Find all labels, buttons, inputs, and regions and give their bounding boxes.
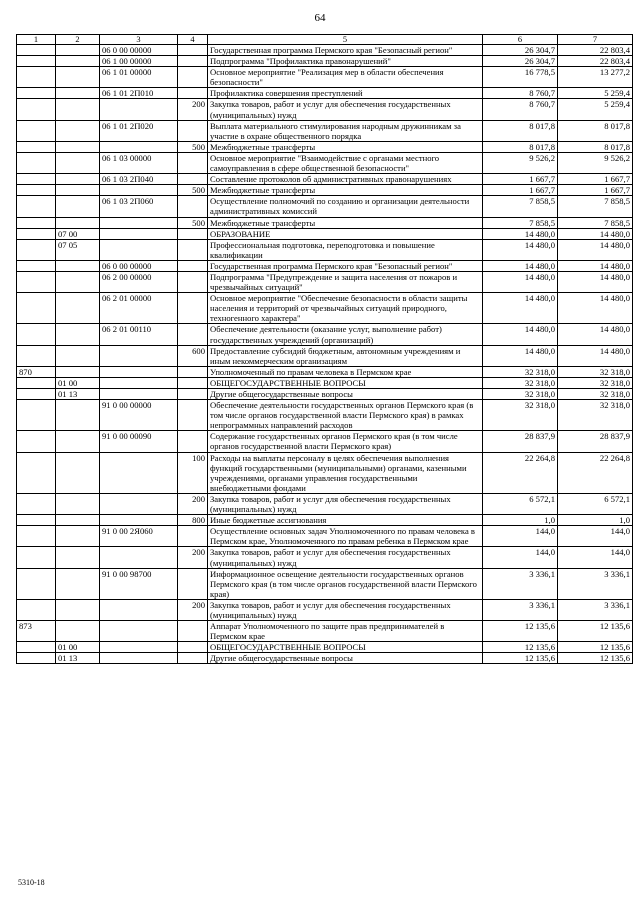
table-row [17,515,633,526]
expense-type-cell [178,389,208,400]
table-row [17,88,633,99]
expense-type-cell: 200 [178,99,208,120]
target-article-cell: 06 2 01 00110 [100,324,178,345]
description-cell: Другие общегосударственные вопросы [208,389,483,400]
table-row [17,642,633,653]
description-cell: ОБРАЗОВАНИЕ [208,228,483,239]
target-article-cell: 06 2 01 00000 [100,293,178,324]
section-code-cell [56,67,100,88]
budget-code-cell [17,653,56,664]
description-cell: Закупка товаров, работ и услуг для обеспечения государственных (муниципальных) нужд [208,493,483,514]
description-cell: Информационное освещение деятельности государственных органов Пермского края (в том числе органов государственной власти Пермского края) [208,568,483,599]
expense-type-cell [178,400,208,431]
description-cell: Уполномоченный по правам человека в Пермском крае [208,366,483,377]
amount-col7-cell: 6 572,1 [558,493,633,514]
expense-type-cell [178,324,208,345]
description-cell: Основное мероприятие "Обеспечение безопасности в области защиты населения и территорий от чрезвычайных ситуаций природного, техногенного характера" [208,293,483,324]
target-article-cell [100,547,178,568]
amount-col7-cell: 14 480,0 [558,324,633,345]
table-row [17,67,633,88]
table-row [17,56,633,67]
budget-code-cell: 870 [17,366,56,377]
expense-type-cell [178,228,208,239]
table-row [17,431,633,452]
section-code-cell [56,174,100,185]
target-article-cell [100,377,178,388]
budget-code-cell [17,152,56,173]
header-cell: 4 [178,35,208,45]
amount-col7-cell: 12 135,6 [558,621,633,642]
table-row [17,174,633,185]
budget-code-cell [17,493,56,514]
target-article-cell [100,217,178,228]
expense-type-cell: 200 [178,493,208,514]
section-code-cell: 07 00 [56,228,100,239]
expense-type-cell [178,642,208,653]
budget-code-cell [17,345,56,366]
description-cell: Осуществление основных задач Уполномоченного по правам человека в Пермском крае, Уполномоченного по правам ребенка в Пермском крае [208,526,483,547]
amount-col6-cell: 7 858,5 [483,217,558,228]
budget-code-cell [17,642,56,653]
table-row [17,400,633,431]
budget-code-cell [17,174,56,185]
expense-type-cell: 500 [178,185,208,196]
amount-col7-cell: 9 526,2 [558,152,633,173]
section-code-cell [56,452,100,493]
section-code-cell [56,621,100,642]
table-row [17,377,633,388]
expense-type-cell [178,653,208,664]
table-row [17,526,633,547]
amount-col6-cell: 22 264,8 [483,452,558,493]
expense-type-cell: 500 [178,141,208,152]
budget-code-cell [17,324,56,345]
target-article-cell [100,653,178,664]
description-cell: Межбюджетные трансферты [208,217,483,228]
target-article-cell: 91 0 00 98700 [100,568,178,599]
amount-col7-cell: 1 667,7 [558,185,633,196]
table-row [17,260,633,271]
expense-type-cell [178,431,208,452]
expense-type-cell [178,56,208,67]
budget-code-cell [17,260,56,271]
budget-code-cell [17,599,56,620]
amount-col6-cell: 26 304,7 [483,56,558,67]
budget-code-cell [17,377,56,388]
amount-col6-cell: 1,0 [483,515,558,526]
section-code-cell: 07 05 [56,239,100,260]
section-code-cell: 01 13 [56,389,100,400]
table-row [17,345,633,366]
amount-col6-cell: 3 336,1 [483,599,558,620]
budget-code-cell [17,196,56,217]
description-cell: Другие общегосударственные вопросы [208,653,483,664]
amount-col7-cell: 12 135,6 [558,653,633,664]
amount-col7-cell: 8 017,8 [558,120,633,141]
amount-col6-cell: 144,0 [483,547,558,568]
amount-col6-cell: 14 480,0 [483,345,558,366]
header-cell: 6 [483,35,558,45]
amount-col6-cell: 8 760,7 [483,88,558,99]
section-code-cell [56,400,100,431]
expense-type-cell [178,366,208,377]
header-cell: 1 [17,35,56,45]
expense-type-cell [178,67,208,88]
section-code-cell [56,366,100,377]
expense-type-cell: 200 [178,547,208,568]
table-row [17,152,633,173]
expense-type-cell [178,196,208,217]
description-cell: Аппарат Уполномоченного по защите прав предпринимателей в Пермском крае [208,621,483,642]
section-code-cell [56,185,100,196]
table-row [17,568,633,599]
section-code-cell [56,345,100,366]
header-cell: 3 [100,35,178,45]
table-body [17,35,633,664]
target-article-cell: 06 1 01 2П010 [100,88,178,99]
amount-col6-cell: 14 480,0 [483,228,558,239]
section-code-cell [56,196,100,217]
budget-code-cell [17,526,56,547]
amount-col7-cell: 14 480,0 [558,228,633,239]
budget-code-cell: 873 [17,621,56,642]
budget-code-cell [17,217,56,228]
description-cell: Выплата материального стимулирования народным дружинникам за участие в охране общественного порядка [208,120,483,141]
target-article-cell: 06 1 03 00000 [100,152,178,173]
amount-col7-cell: 3 336,1 [558,599,633,620]
budget-code-cell [17,99,56,120]
table-row [17,293,633,324]
target-article-cell [100,599,178,620]
expense-type-cell [178,120,208,141]
target-article-cell [100,345,178,366]
budget-code-cell [17,228,56,239]
description-cell: Основное мероприятие "Взаимодействие с органами местного самоуправления в сфере общественной безопасности" [208,152,483,173]
amount-col6-cell: 8 760,7 [483,99,558,120]
section-code-cell [56,152,100,173]
amount-col7-cell: 14 480,0 [558,239,633,260]
target-article-cell: 06 1 00 00000 [100,56,178,67]
description-cell: Подпрограмма "Профилактика правонарушений" [208,56,483,67]
description-cell: Предоставление субсидий бюджетным, автономным учреждениям и иным некоммерческим организациям [208,345,483,366]
section-code-cell [56,260,100,271]
amount-col7-cell: 5 259,4 [558,88,633,99]
budget-code-cell [17,431,56,452]
expense-type-cell: 500 [178,217,208,228]
amount-col7-cell: 12 135,6 [558,642,633,653]
target-article-cell: 91 0 00 00090 [100,431,178,452]
amount-col6-cell: 28 837,9 [483,431,558,452]
amount-col7-cell: 28 837,9 [558,431,633,452]
amount-col6-cell: 8 017,8 [483,120,558,141]
target-article-cell: 06 0 00 00000 [100,260,178,271]
table-row [17,547,633,568]
amount-col6-cell: 6 572,1 [483,493,558,514]
amount-col7-cell: 144,0 [558,547,633,568]
section-code-cell [56,515,100,526]
amount-col7-cell: 5 259,4 [558,99,633,120]
table-row [17,228,633,239]
expense-type-cell [178,45,208,56]
expense-type-cell [178,239,208,260]
table-row [17,493,633,514]
section-code-cell [56,493,100,514]
target-article-cell [100,185,178,196]
target-article-cell: 06 1 01 2П020 [100,120,178,141]
table-row [17,653,633,664]
section-code-cell [56,293,100,324]
section-code-cell: 01 00 [56,377,100,388]
amount-col7-cell: 32 318,0 [558,366,633,377]
amount-col6-cell: 9 526,2 [483,152,558,173]
table-row [17,141,633,152]
page-number: 64 [314,12,326,24]
table-row [17,185,633,196]
section-code-cell [56,88,100,99]
amount-col7-cell: 22 803,4 [558,45,633,56]
amount-col6-cell: 26 304,7 [483,45,558,56]
table-row [17,196,633,217]
expense-type-cell [178,271,208,292]
amount-col7-cell: 22 803,4 [558,56,633,67]
amount-col7-cell: 7 858,5 [558,196,633,217]
amount-col7-cell: 14 480,0 [558,260,633,271]
table-row [17,99,633,120]
amount-col7-cell: 13 277,2 [558,67,633,88]
description-cell: Иные бюджетные ассигнования [208,515,483,526]
header-cell: 2 [56,35,100,45]
section-code-cell [56,56,100,67]
description-cell: Подпрограмма "Предупреждение и защита населения от пожаров и чрезвычайных ситуаций" [208,271,483,292]
amount-col7-cell: 1,0 [558,515,633,526]
table-row [17,366,633,377]
budget-code-cell [17,400,56,431]
description-cell: Закупка товаров, работ и услуг для обеспечения государственных (муниципальных) нужд [208,99,483,120]
section-code-cell: 01 00 [56,642,100,653]
description-cell: Осуществление полномочий по созданию и организации деятельности административных комиссий [208,196,483,217]
description-cell: Закупка товаров, работ и услуг для обеспечения государственных (муниципальных) нужд [208,599,483,620]
amount-col6-cell: 144,0 [483,526,558,547]
target-article-cell [100,493,178,514]
table-row [17,452,633,493]
description-cell: Расходы на выплаты персоналу в целях обеспечения выполнения функций государственными (муниципальными) органами, казенными учреждениями, органами управления государственными внебюджетными фондами [208,452,483,493]
target-article-cell: 06 1 03 2П060 [100,196,178,217]
expense-type-cell: 100 [178,452,208,493]
section-code-cell [56,45,100,56]
table-row [17,271,633,292]
section-code-cell [56,99,100,120]
expense-type-cell [178,174,208,185]
amount-col7-cell: 14 480,0 [558,271,633,292]
table-row [17,45,633,56]
budget-code-cell [17,568,56,599]
section-code-cell [56,217,100,228]
amount-col6-cell: 32 318,0 [483,377,558,388]
target-article-cell [100,141,178,152]
section-code-cell [56,431,100,452]
amount-col6-cell: 16 778,5 [483,67,558,88]
amount-col6-cell: 7 858,5 [483,196,558,217]
target-article-cell: 91 0 00 00000 [100,400,178,431]
target-article-cell [100,515,178,526]
expense-type-cell [178,88,208,99]
table-row [17,239,633,260]
amount-col6-cell: 14 480,0 [483,271,558,292]
budget-code-cell [17,185,56,196]
description-cell: Государственная программа Пермского края "Безопасный регион" [208,260,483,271]
description-cell: Обеспечение деятельности государственных органов Пермского края (в том числе органов государственной власти Пермского края) в рамках непрограммных направлений расходов [208,400,483,431]
description-cell: Обеспечение деятельности (оказание услуг, выполнение работ) государственных учреждений (организаций) [208,324,483,345]
description-cell: Составление протоколов об административных правонарушениях [208,174,483,185]
budget-code-cell [17,515,56,526]
section-code-cell [56,141,100,152]
amount-col6-cell: 12 135,6 [483,653,558,664]
table-row [17,389,633,400]
amount-col6-cell: 8 017,8 [483,141,558,152]
section-code-cell [56,599,100,620]
section-code-cell [56,271,100,292]
target-article-cell: 06 1 01 00000 [100,67,178,88]
description-cell: Профессиональная подготовка, переподготовка и повышение квалификации [208,239,483,260]
table-row [17,621,633,642]
budget-code-cell [17,389,56,400]
target-article-cell [100,99,178,120]
amount-col7-cell: 3 336,1 [558,568,633,599]
amount-col6-cell: 12 135,6 [483,642,558,653]
table-row [17,324,633,345]
amount-col6-cell: 32 318,0 [483,366,558,377]
target-article-cell: 06 0 00 00000 [100,45,178,56]
header-cell: 5 [208,35,483,45]
amount-col7-cell: 14 480,0 [558,345,633,366]
amount-col6-cell: 14 480,0 [483,260,558,271]
table-row [17,120,633,141]
budget-code-cell [17,45,56,56]
amount-col6-cell: 3 336,1 [483,568,558,599]
description-cell: Содержание государственных органов Пермского края (в том числе органов государственной власти Пермского края) [208,431,483,452]
amount-col6-cell: 32 318,0 [483,389,558,400]
table-row [17,217,633,228]
section-code-cell [56,324,100,345]
section-code-cell [56,120,100,141]
amount-col6-cell: 14 480,0 [483,239,558,260]
target-article-cell: 06 1 03 2П040 [100,174,178,185]
budget-code-cell [17,88,56,99]
amount-col7-cell: 8 017,8 [558,141,633,152]
amount-col7-cell: 22 264,8 [558,452,633,493]
target-article-cell [100,228,178,239]
expense-type-cell [178,152,208,173]
budget-code-cell [17,271,56,292]
description-cell: Межбюджетные трансферты [208,185,483,196]
target-article-cell [100,452,178,493]
amount-col7-cell: 144,0 [558,526,633,547]
amount-col6-cell: 14 480,0 [483,324,558,345]
expense-type-cell [178,377,208,388]
target-article-cell [100,239,178,260]
budget-code-cell [17,141,56,152]
expense-type-cell: 200 [178,599,208,620]
budget-code-cell [17,67,56,88]
section-code-cell [56,526,100,547]
amount-col7-cell: 32 318,0 [558,400,633,431]
target-article-cell [100,389,178,400]
section-code-cell: 01 13 [56,653,100,664]
description-cell: Межбюджетные трансферты [208,141,483,152]
description-cell: ОБЩЕГОСУДАРСТВЕННЫЕ ВОПРОСЫ [208,642,483,653]
amount-col6-cell: 14 480,0 [483,293,558,324]
expense-type-cell: 600 [178,345,208,366]
amount-col7-cell: 7 858,5 [558,217,633,228]
table-row [17,599,633,620]
budget-code-cell [17,452,56,493]
expense-type-cell [178,526,208,547]
target-article-cell [100,642,178,653]
amount-col7-cell: 32 318,0 [558,389,633,400]
budget-table [16,34,633,664]
section-code-cell [56,568,100,599]
amount-col7-cell: 1 667,7 [558,174,633,185]
target-article-cell [100,621,178,642]
budget-code-cell [17,120,56,141]
amount-col6-cell: 1 667,7 [483,174,558,185]
expense-type-cell [178,293,208,324]
target-article-cell: 91 0 00 2Я060 [100,526,178,547]
description-cell: ОБЩЕГОСУДАРСТВЕННЫЕ ВОПРОСЫ [208,377,483,388]
expense-type-cell: 800 [178,515,208,526]
description-cell: Закупка товаров, работ и услуг для обеспечения государственных (муниципальных) нужд [208,547,483,568]
expense-type-cell [178,568,208,599]
target-article-cell: 06 2 00 00000 [100,271,178,292]
budget-code-cell [17,56,56,67]
amount-col7-cell: 14 480,0 [558,293,633,324]
header-cell: 7 [558,35,633,45]
section-code-cell [56,547,100,568]
amount-col6-cell: 12 135,6 [483,621,558,642]
target-article-cell [100,366,178,377]
expense-type-cell [178,260,208,271]
amount-col7-cell: 32 318,0 [558,377,633,388]
description-cell: Профилактика совершения преступлений [208,88,483,99]
amount-col6-cell: 1 667,7 [483,185,558,196]
footer-code: 5310-18 [18,878,45,887]
description-cell: Государственная программа Пермского края "Безопасный регион" [208,45,483,56]
budget-code-cell [17,293,56,324]
expense-type-cell [178,621,208,642]
amount-col6-cell: 32 318,0 [483,400,558,431]
budget-code-cell [17,239,56,260]
header-row [17,35,633,45]
budget-code-cell [17,547,56,568]
description-cell: Основное мероприятие "Реализация мер в области обеспечения безопасности" [208,67,483,88]
